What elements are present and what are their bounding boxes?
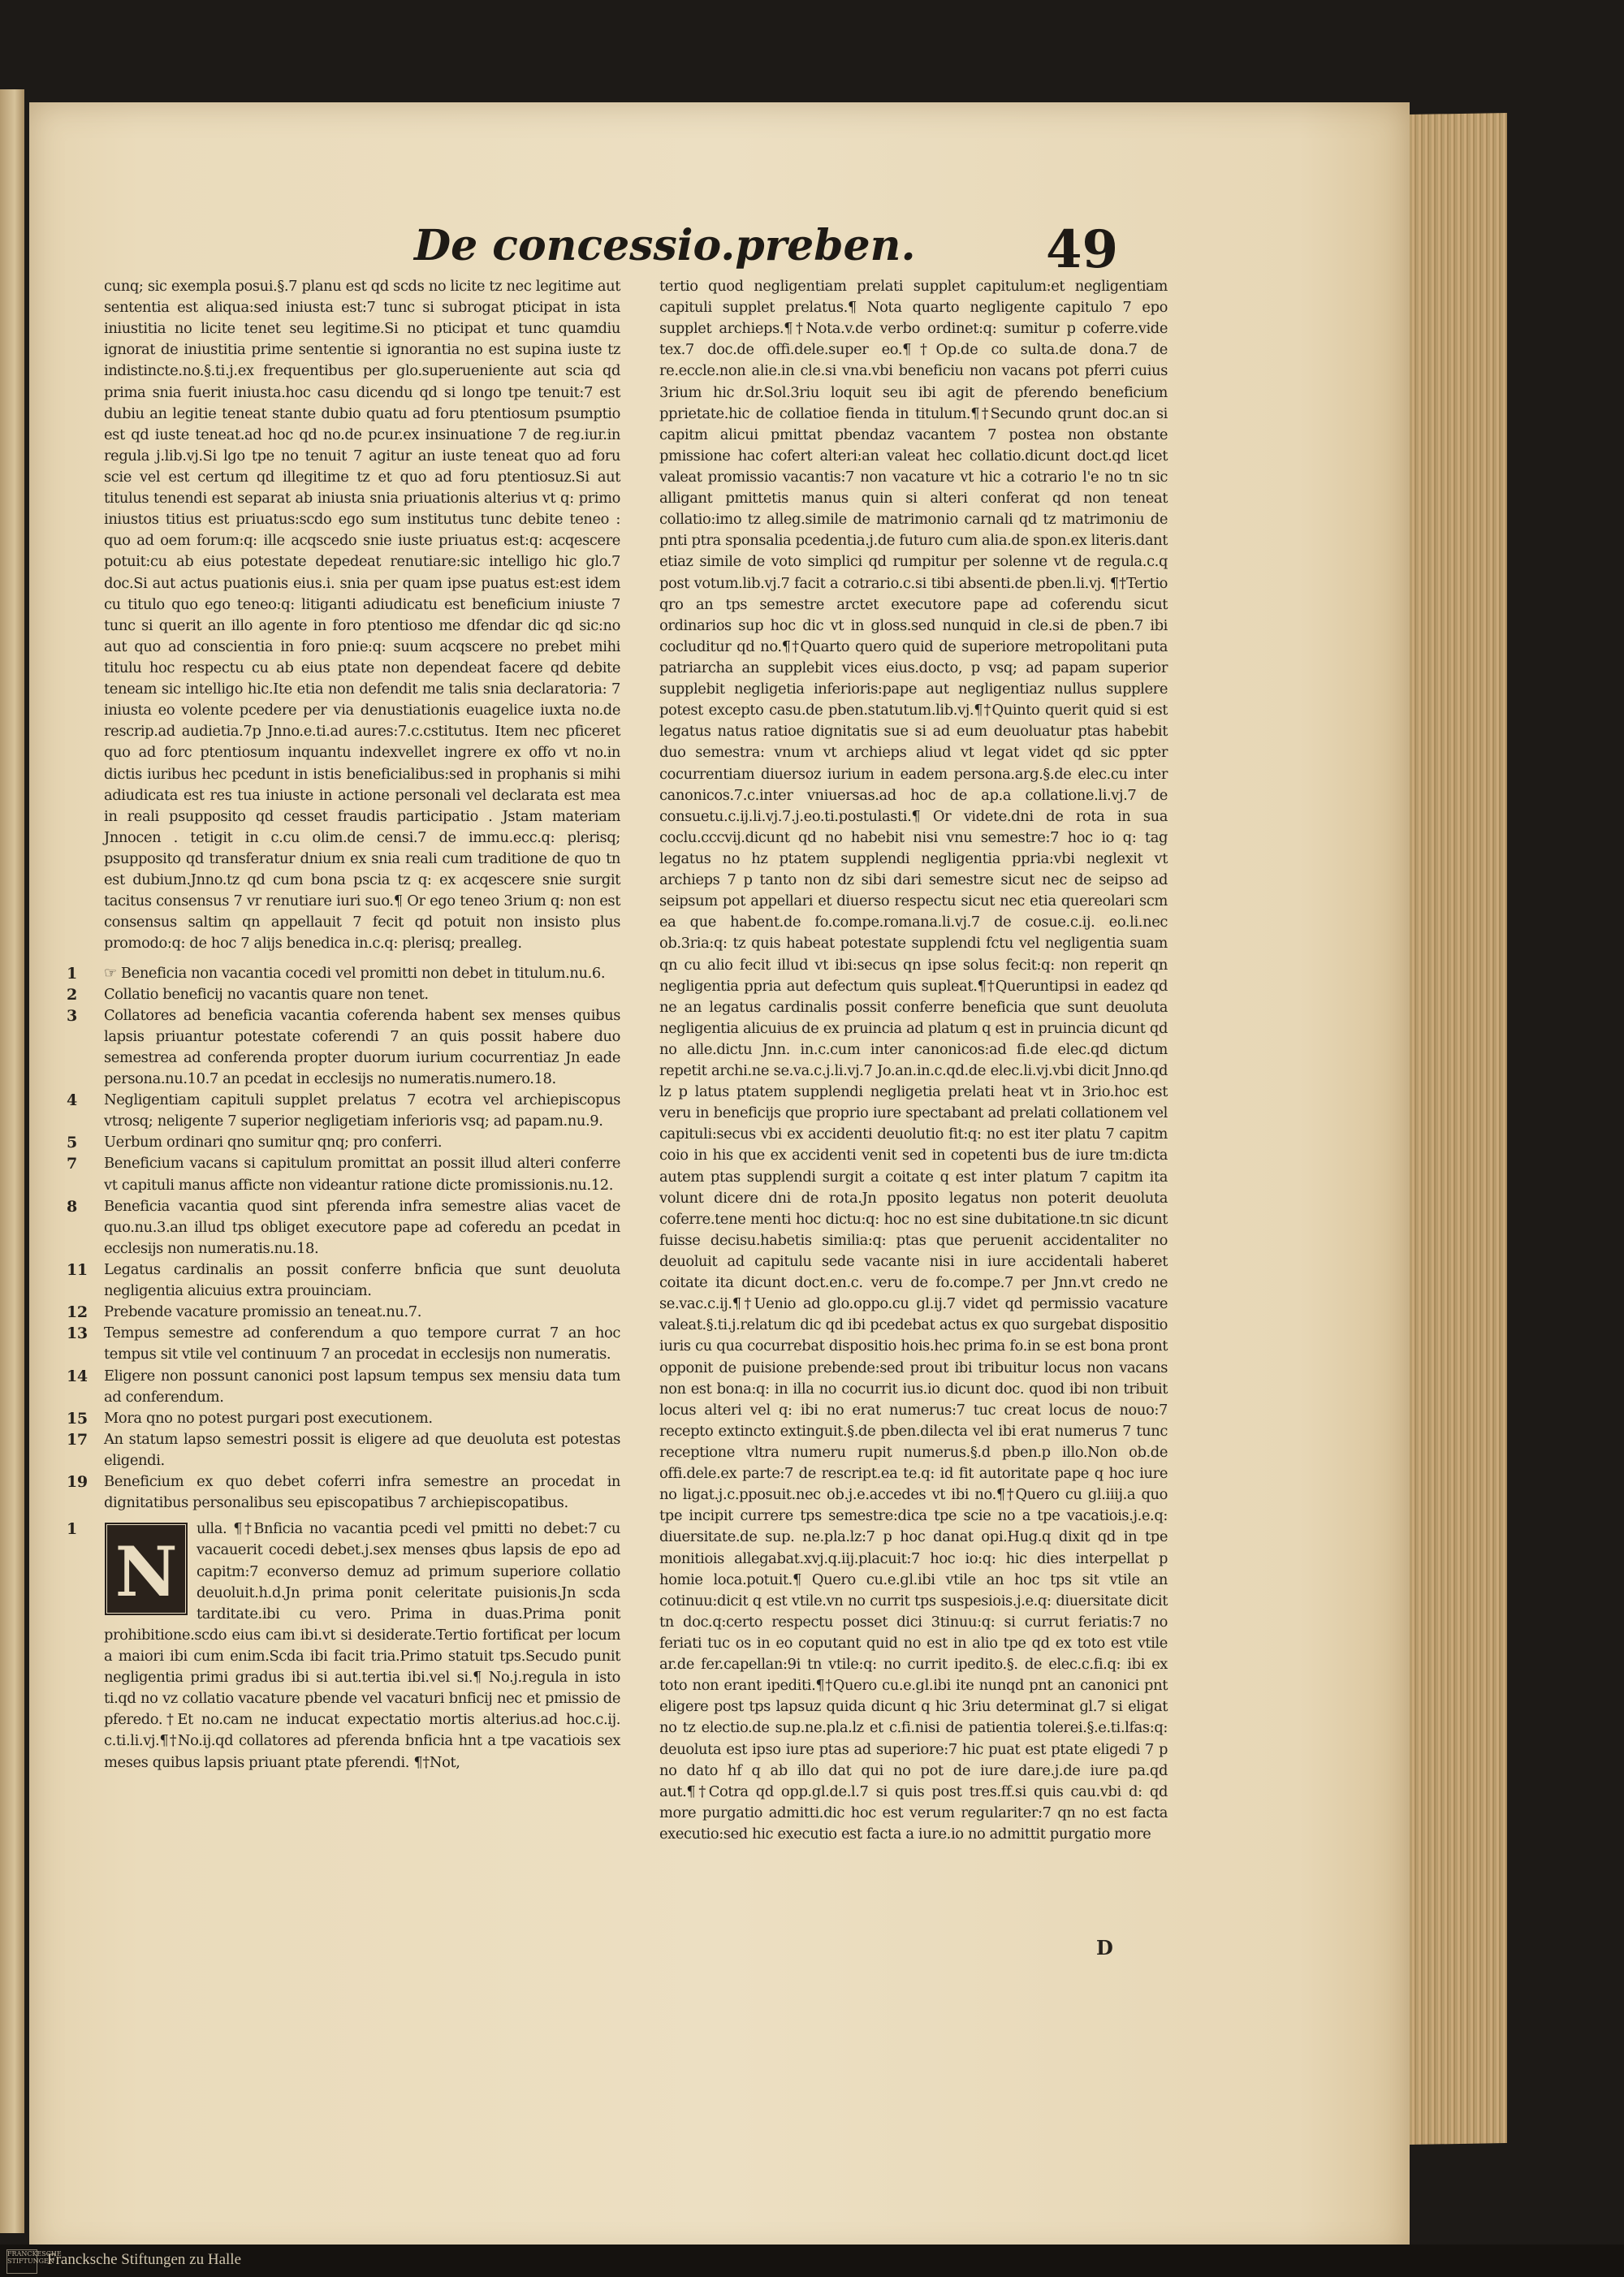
summary-text: Collatores ad beneficia vacantia coferenda habent sex menses quibus lapsis priuantur potestate coferendi 7 an quis possit habere duo semestrea ad conferenda propter duorum iurium cocurrentiaz Jn eade persona.nu.10.7 an pcedat in ecclesijs no numeratis.numero.18.	[104, 1006, 620, 1088]
summary-item	[67, 1408, 620, 1429]
summary-text: Collatio beneficij no vacantis quare non tenet.	[104, 985, 429, 1003]
adjacent-page-edge	[0, 89, 24, 2233]
margin-number: 1	[67, 1520, 77, 1539]
summary-item	[67, 1429, 620, 1471]
summary-text: Uerbum ordinari qno sumitur qnq; pro conferri.	[104, 1134, 443, 1151]
decorated-initial: N	[104, 1522, 188, 1616]
summary-item	[67, 1090, 620, 1132]
folio-number: 49	[1046, 219, 1119, 280]
summary-text: Eligere non possunt canonici post lapsum tempus sex mensiu data tum ad conferendum.	[104, 1367, 620, 1406]
summary-number: 4	[67, 1091, 77, 1110]
left-column	[67, 276, 620, 1774]
footer-bar	[0, 2245, 1624, 2277]
summary-item	[67, 1323, 620, 1365]
summary-text: Prebende vacature promissio an teneat.nu.7.	[104, 1303, 422, 1321]
right-column-text: tertio quod negligentiam prelati supplet capitulum:et negligentiam capituli supplet prelatus.¶ Nota quarto negligente capitulo 7 epo supplet archieps.¶†Nota.v.de verbo ordinet:q: sumitur p coferre.vide tex.7 doc.de offi.dele.super eo.¶†Op.de co sulta.de dona.7 de re.eccle.non alie.in cle.si vna.vbi beneficiu non vacans pot pferri cuius 3rium hic dr.Sol.3riu loquit seu ibi agit de pferendo beneficium pprietate.hic de collatioe fienda in titulum.¶†Secundo qrunt doc.an si capitm alicui pmittat pbendaz vacantem 7 postea non obstante pmissione hac cofert alteri:an valeat hec collatio.dicunt doct.qd licet valeat promissio vacantis:7 non vacature vt hic a cotrario l'e no tn sic alligant pmittetis manus quin si alteri conferat qd non teneat collatio:imo tz alleg.simile de matrimonio carnali qd tz matrimoniu de pnti ptra sponsalia pcedentia.j.de futuro cum alia.de spon.ex literis.dant etiaz simile de voto simplici qd rumpitur per solenne vt de regula.c.q post votum.lib.vj.7 facit a cotrario.c.si tibi absenti.de pben.li.vj. ¶†Tertio qro an tps semestre arctet executore pape ad coferendu sicut ordinarios sup hoc dic vt in gloss.sed nunquid in cle.si de pben.7 ibi cocluditur qd no.¶†Quarto quero quid de superiore metropolitani puta patriarcha an supplebit vices eius.docto, p vsq; ad papam superior supplebit negligetia inferioris:pape aut negligentiaz nullus supplere potest excepto casu.de pben.statutum.lib.vj.¶†Quinto querit quid si est legatus natus ratioe dignitatis sue si ad eum deuoluatur ptas habebit duo semestra: vnum vt archieps aliud vt legat videt qd sic ppter cocurrentiam diuersoz iurium in eadem persona.arg.§.de elec.cu inter canonicos.7.c.inter vniuersas.ad hoc de ap.a collatione.li.vj.7 de consuetu.c.ij.li.vj.7.j.eo.ti.postulasti.¶ Or videte.dni de rota in sua coclu.cccvij.dicunt qd no habebit nisi vnu semestre:7 hoc io q: tag legatus no hz ptatem supplendi negligentia ppria:vbi neglexit vt archieps 7 p tanto non dz sibi dari semestre sicut nec de seipso ad seipsum pot appellari et diuerso respectu sicut nec etia quereolari scm ea que habent.de fo.compe.romana.li.vj.7 de cosue.c.ij. eo.li.nec ob.3ria:q: tz quis habeat potestate supplendi fctu vel negligentia suam qn cu alio fecit illud vt ibi:secus qn ipse solus fecit:q: non reperit qn negligentia ppria aut defectum quis supleat.¶†Queruntipsi in eadez qd ne an legatus cardinalis possit conferre beneficia que sunt deuoluta negligentia alicuius de ex pruincia ad platum q est in pruincia dicunt qd no alle.dictu Jnn. in.c.cum inter canonicos:ad fi.de elec.qd dictum repetit archi.ne se.va.c.j.li.vj.7 Jo.an.in.c.qd.de elec.li.vj.vbi dicit Jnno.qd lz p latus ptatem supplendi negligetia prelati heat vt in 3rio.hoc est veru in beneficijs que proprio iure spectabant ad prelati collationem vel capituli:secus vbi ex accidenti deuolutio fit:q: no est iter platu 7 capitm coio in his que ex accidenti venit sed in copetenti bus de iure tm:dicta autem ptas supplendi surgit a coitate q est inter platum 7 capitm ita volunt dicere dni de rota.Jn pposito legatus non poterit deuoluta coferre.tene menti hoc dictu:q: hoc no est sine dubitatione.tn sic dicunt fuisse decisu.habetis similia:q: ptas que peruenit accidentaliter no deuoluit ad capitulu sede vacante nisi in iure accidentali haberet coitate ita dicunt doct.en.c. veru de fo.compe.7 per Jnn.vt credo ne se.vac.c.ij.¶†Uenio ad glo.oppo.cu gl.ij.7 videt qd permissio vacature valeat.§.ti.j.relatum dic qd ibi pcedebat actus ex quo surgebat dispositio iuris cu qua cocurrebat dispositio hois.hec prima fo.in se est bona pront opponit de puisione prebende:sed prout ibi tribuitur locus non vacans non est bona:q: in illa no cocurrit ius.io dicunt doc. quod ibi non tribuit locus alteri vel q: ibi no erat numerus:7 tuc creat locus de nouo:7 recepto extincto extinguit.§.de pben.dilecta vel ibi erat numerus 7 tunc receptione vltra numeru rupit numerus.§.d pben.p illo.Non ob.de offi.dele.ex parte:7 de rescript.ea te.q: id fit autoritate pape q hoc iure no ligat.j.c.pposuit.nec ob.j.e.accedes vt ibi no.¶†Quero cu gl.iiij.a quo tpe incipit currere tps semestre:dica tpe scie no a tpe vacatiois.j.e.q: diuersitate.de sup. ne.pla.lz:7 p hoc danat opi.Hug.q dixit qd in tpe monitiois allegabat.xvj.q.iij.placuit:7 hoc io:q: hic dies interpellat p homie loca.potuit.¶ Quero cu.e.gl.ibi vtile an hoc tps sit vtile an cotinuu:dicit q est vtile.vn no currit tps suspesiois.j.e.q: diuersitate dicit tn doc.q:certo respectu posset dici 3tinuu:q: si currut feriatis:7 no feriati tuc os in eo coputant quid no est in alio tpe qd ex toto est vtile ar.de fer.capellan:9i tn vtile:q: no currit ipedito.§. de elec.c.fi.q: ibi ex toto non erant ipediti.¶†Quero cu.e.gl.ibi ite nunqd pnt an canonici pnt eligere post tps lapsuz quida dicunt q hic 3riu determinat gl.7 si eligat no tz electio.de sup.ne.pla.lz et c.fi.nisi de patientia tolerei.§.e.ti.lfas:q: deuoluta est ipso iure ptas ad superiore:7 hic puat est ptate eligedi 7 p no dato hf q ab illo dat qui no pot de iure dare.j.de iure pa.qd aut.¶†Cotra qd opp.gl.de.l.7 si quis post tres.ff.si quis cau.vbi d: qd more purgatio admitti.dic hoc est verum regulariter:7 qn no est facta executio:sed hic executio est facta a iure.io no admittit purgatio more	[659, 278, 1168, 1843]
summary-text: ☞ Beneficia non vacantia cocedi vel promitti non debet in titulum.nu.6.	[104, 964, 606, 982]
summary-item	[67, 1153, 620, 1195]
summary-number: 14	[67, 1367, 88, 1385]
summary-item	[67, 963, 620, 984]
summary-item	[67, 1366, 620, 1408]
summary-text: Negligentiam capituli supplet prelatus 7 ecotra vel archiepiscopus vtrosq; neligente 7 superior negligetiam inferioris vsq; ad papam.nu.9.	[104, 1091, 620, 1130]
institution-logo: FRANCKESCHE STIFTUNGEN	[6, 2249, 37, 2274]
summary-text: Beneficia vacantia quod sint pferenda infra semestre alias vacet de quo.nu.3.an illud tps obliget executore pape ad coferedu an pcedat in ecclesijs non numeratis.nu.18.	[104, 1197, 620, 1257]
summary-number: 19	[67, 1473, 88, 1492]
summary-number: 11	[67, 1261, 88, 1280]
summary-item	[67, 984, 620, 1005]
text-body	[67, 1519, 620, 1773]
summary-number: 2	[67, 985, 77, 1004]
summary-number: 12	[67, 1303, 88, 1322]
summary-number: 7	[67, 1155, 77, 1173]
summary-text: Tempus semestre ad conferendum a quo tempore currat 7 an hoc tempus sit vtile vel continuum 7 an procedat in ecclesijs non numeratis.	[104, 1324, 620, 1363]
summary-list	[67, 963, 620, 1514]
book-fore-edge	[1410, 113, 1507, 2145]
footer-label: Francksche Stiftungen zu Halle	[47, 2251, 242, 2268]
summary-item	[67, 1132, 620, 1153]
summary-text: Beneficium ex quo debet coferri infra semestre an procedat in dignitatibus personalibus seu episcopatibus 7 archiepiscopatibus.	[104, 1473, 620, 1512]
commentary-paragraph: cunq; sic exempla posui.§.7 planu est qd scds no licite tz nec legitime aut sententia est aliqua:sed iniusta est:7 tunc si subrogat pticipat in ista iniustitia no licite tenet seu legitime.Si no pticipat et tunc quamdiu ignorat de iniustitia prime sententie si ignorantia no est supina iuste tz indistincte.no.§.ti.j.ex frequentibus per glo.superueniente aut scia qd prima snia fuerit iniusta.hoc casu dicendu qd si longo tpe tenuit:7 est dubiu an legitie teneat stante dubio quatu ad foru ptentiosum psumptio est qd iuste teneat.ad hoc qd no.de pcur.ex insinuatione 7 de reg.iur.in regula j.lib.vj.Si lgo tpe no tenuit 7 agitur an iuste teneat quo ad foru scie vel est certum qd illegitime tz et quo ad foru ptentiosuz.Si aut titulus tenendi est separat ab iniusta snia priuationis alterius vt q: primo iniustos titius est priuatus:scdo ego sum institutus tunc debite teneo : quo ad oem forum:q: ille acqscedo snie iuste priuatus est:q: acqescere potuit:cu ab eius potestate depedeat renutiare:sic intelligo hic glo.7 doc.Si aut actus puationis eius.i. snia per quam ipse puatus est:est idem cu titulo quo ego teneo:q: litiganti adiudicatu est beneficium iniuste 7 tunc si querit an illo agente in foro ptentioso me dfendar dic qd sic:no aut quo ad conscientia in foro pnie:q: suum acqscere no prebet mihi titulu hoc respectu cu ab eius ptate non dependeat facere qd debite teneam sic intelligo hic.Ite etia non defendit me talis snia declaratoria: 7 iniusta eo volente pcedere per via denustiationis euagelice iuxta no.de rescrip.ad audietia.7p Jnno.e.ti.ad aures:7.c.cstitutus. Item nec pficeret quo ad forc ptentiosum inquantu indexvellet ingrere ex offo vt no.in dictis iuribus hec pcedunt in istis beneficialibus:sed in prophanis si mihi adiudicata est res tua iniuste in actione personali vel declarata est mea in reali psupposito qd cesset fraudis participatio . Jstam materiam Jnnocen . tetigit in c.cu olim.de censi.7 de immu.ecc.q: plerisq; psupposito qd transferatur dnium ex snia reali cum traditione de quo tn est dubium.Jnno.tz qd cum bona pscia tz q: ex acqescere snie surgit tacitus consensus 7 vr renutiare iuri suo.¶ Or ego teneo 3rium q: non est consensus saltim qn appellauit 7 fecit qd potuit non insisto plus promodo:q: de hoc 7 alijs benedica in.c.q: plerisq; prealleg.	[104, 278, 620, 953]
running-head: De concessio.preben.	[414, 221, 916, 270]
text-body-content: ulla. ¶†Bnficia no vacantia pcedi vel pmitti no debet:7 cu vacauerit cocedi debet.j.sex menses qbus lapsis de epo ad capitm:7 econverso demuz ad primum superiore collatio deuoluit.h.d.Jn prima ponit celeritate puisionis.Jn scda tarditate.ibi cu vero. Prima in duas.Prima ponit prohibitione.scdo eius cam ibi.vt si desiderate.Tertio fortificat per locum a maiori ibi cum enim.Scda ibi facit tria.Primo statuit tps.Secudo punit negligentia primi gradus ibi si aut.tertia ibi.vel si.¶ No.j.regula in isto ti.qd no vz collatio vacature pbende vel vacaturi bnficij nec et pmissio de pferedo.†Et no.cam ne inducat expectatio mortis alterius.ad hoc.c.ij. c.ti.li.vj.¶†No.ij.qd collatores ad pferenda bnficia hnt a tpe vacatiois sex meses quibus lapsis priuant ptate pferendi. ¶†Not,	[104, 1520, 620, 1771]
summary-number: 5	[67, 1134, 77, 1152]
summary-item	[67, 1471, 620, 1514]
summary-number: 15	[67, 1409, 88, 1428]
summary-text: Legatus cardinalis an possit conferre bnficia que sunt deuoluta negligentia alicuius extra prouinciam.	[104, 1261, 620, 1300]
summary-number: 13	[67, 1324, 88, 1343]
summary-text: Mora qno no potest purgari post executionem.	[104, 1409, 433, 1427]
summary-number: 17	[67, 1430, 88, 1449]
summary-text: Beneficium vacans si capitulum promittat an possit illud alteri conferre vt capituli manus afficte non videantur ratione dicte promissionis.nu.12.	[104, 1155, 620, 1194]
summary-number: 1	[67, 964, 77, 983]
summary-item	[67, 1259, 620, 1302]
summary-text: An statum lapso semestri possit is eligere ad que deuoluta est potestas eligendi.	[104, 1430, 620, 1470]
summary-number: 8	[67, 1197, 77, 1216]
summary-number: 3	[67, 1006, 77, 1025]
summary-item	[67, 1302, 620, 1323]
right-column	[659, 276, 1168, 1845]
summary-item	[67, 1196, 620, 1259]
summary-item	[67, 1005, 620, 1090]
signature-mark: D	[1096, 1936, 1113, 1959]
